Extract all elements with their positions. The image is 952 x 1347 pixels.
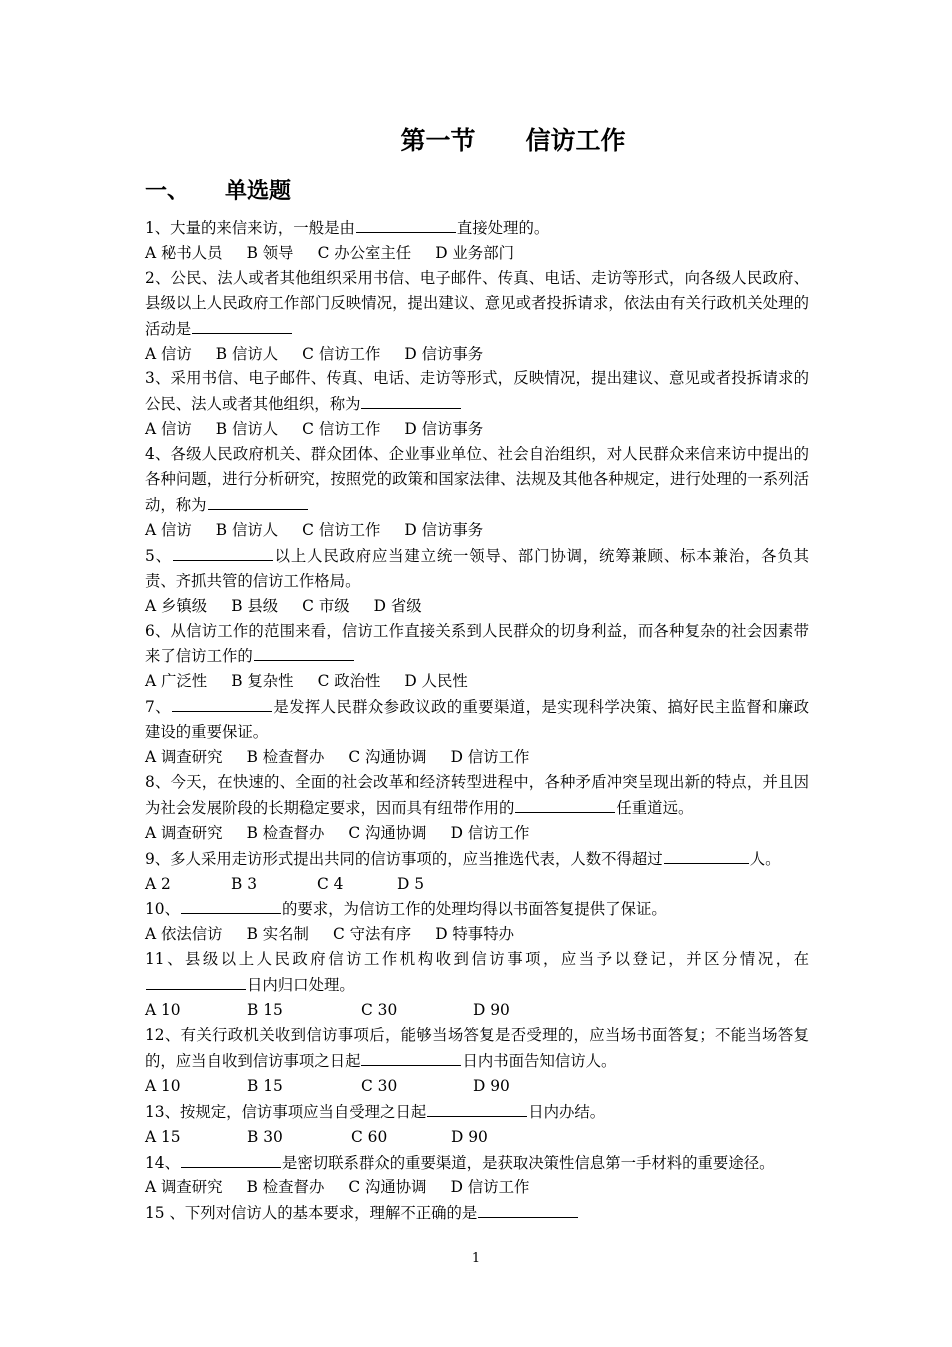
options-row <box>145 669 809 694</box>
options-row <box>145 417 809 442</box>
option-b: B 15 <box>247 1001 283 1020</box>
question-text: 日内归口处理。 <box>247 976 355 995</box>
question-text: 日内书面告知信访人。 <box>462 1051 617 1070</box>
question-text: 6、从信访工作的范围来看，信访工作直接关系到人民群众的切身利益，而各种复杂的社会因素带来了信访工作的 <box>145 621 809 666</box>
option-c: C 30 <box>361 1076 398 1095</box>
question-1 <box>145 215 809 241</box>
option-d: D 90 <box>473 1076 510 1095</box>
option-b: B 领导 <box>246 243 294 262</box>
question-text: 直接处理的。 <box>456 219 550 237</box>
question-text: 以上人民政府应当建立统一领导、部门协调，统筹兼顾、标本兼治，各负其责、齐抓共管的信访工作格局。 <box>145 546 809 590</box>
question-text: 11、县级以上人民政府信访工作机构收到信访事项，应当予以登记，并区分情况，在 <box>145 950 809 969</box>
question-text: 12、有关行政机关收到信访事项后，能够当场答复是否受理的，应当场书面答复；不能当场答复的，应当自收到信访事项之日起 <box>145 1026 809 1070</box>
option-d: D 信访事务 <box>404 344 484 363</box>
options-row <box>145 745 809 770</box>
option-d: D 特事特办 <box>435 925 514 944</box>
question-14 <box>145 1150 809 1176</box>
option-b: B 信访人 <box>215 344 279 363</box>
option-a: A 15 <box>145 1127 181 1146</box>
options-row <box>145 518 809 543</box>
option-c: C 沟通协调 <box>348 1178 427 1197</box>
options-row <box>145 342 809 367</box>
answer-blank <box>356 215 456 233</box>
option-b: B 信访人 <box>215 520 279 539</box>
option-a: A 信访 <box>145 520 192 539</box>
option-a: A 调查研究 <box>145 1178 223 1197</box>
question-text: 1、大量的来信来访，一般是由 <box>145 219 355 237</box>
option-c: C 信访工作 <box>302 520 381 539</box>
question-text: 是密切联系群众的重要渠道，是获取决策性信息第一手材料的重要途径。 <box>281 1153 775 1172</box>
option-c: C 政治性 <box>317 672 381 691</box>
question-text: 14、 <box>145 1153 180 1172</box>
options-row <box>145 594 809 619</box>
answer-blank <box>208 492 308 510</box>
section-heading <box>145 175 291 207</box>
option-a: A 信访 <box>145 344 192 363</box>
question-list <box>145 215 809 1226</box>
answer-blank <box>361 1048 461 1066</box>
question-13 <box>145 1099 809 1125</box>
option-a: A 调查研究 <box>145 748 223 767</box>
page-number: 1 <box>471 1251 481 1266</box>
option-c: C 信访工作 <box>302 420 381 439</box>
option-a: A 依法信访 <box>145 925 223 944</box>
question-text: 是发挥人民群众参政议政的重要渠道，是实现科学决策、搞好民主监督和廉政建设的重要保证。 <box>145 698 809 742</box>
option-b: B 30 <box>247 1127 283 1146</box>
option-d: D 人民性 <box>404 672 468 691</box>
question-text: 7、 <box>145 698 171 717</box>
question-text: 3、采用书信、电子邮件、传真、电话、走访等形式，反映情况，提出建议、意见或者投拆请求的公民、法人或者其他组织，称为 <box>145 369 809 414</box>
question-text: 的要求，为信访工作的处理均得以书面答复提供了保证。 <box>281 900 667 919</box>
answer-blank <box>478 1200 578 1218</box>
options-row <box>145 998 809 1023</box>
option-c: C 信访工作 <box>302 344 381 363</box>
option-b: B 15 <box>247 1076 283 1095</box>
section-label: 单选题 <box>225 178 292 204</box>
options-row <box>145 1074 809 1099</box>
option-c: C 4 <box>317 874 344 893</box>
option-c: C 沟通协调 <box>348 823 427 842</box>
answer-blank <box>192 316 292 334</box>
question-text: 8、今天，在快速的、全面的社会改革和经济转型进程中，各种矛盾冲突呈现出新的特点，并且因为社会发展阶段的长期稳定要求，因而具有纽带作用的 <box>145 772 809 817</box>
question-10 <box>145 896 809 922</box>
answer-blank <box>254 643 354 661</box>
answer-blank <box>173 543 273 561</box>
option-d: D 信访工作 <box>450 1178 530 1197</box>
option-d: D 信访工作 <box>450 823 530 842</box>
answer-blank <box>515 795 615 813</box>
option-b: B 复杂性 <box>231 672 294 691</box>
option-a: A 10 <box>145 1076 181 1095</box>
answer-blank <box>181 896 281 914</box>
answer-blank <box>427 1099 527 1117</box>
answer-blank <box>664 846 749 864</box>
question-4 <box>145 442 809 518</box>
answer-blank <box>172 694 272 712</box>
option-b: B 3 <box>231 874 257 893</box>
title-part-2: 信访工作 <box>525 126 626 155</box>
question-text: 日内办结。 <box>528 1102 606 1121</box>
options-row <box>145 1175 809 1200</box>
option-a: A 乡镇级 <box>145 596 208 615</box>
question-15 <box>145 1200 809 1226</box>
options-row <box>145 241 809 266</box>
question-9 <box>145 846 809 872</box>
question-3 <box>145 366 809 417</box>
question-11 <box>145 947 809 998</box>
title-part-1: 第一节 <box>400 126 476 155</box>
page-title <box>0 124 952 158</box>
options-row <box>145 922 809 947</box>
options-row <box>145 821 809 846</box>
option-c: C 办公室主任 <box>317 243 412 262</box>
option-b: B 检查督办 <box>246 748 325 767</box>
option-d: D 信访工作 <box>450 748 530 767</box>
option-a: A 广泛性 <box>145 672 208 691</box>
question-12 <box>145 1023 809 1074</box>
option-a: A 10 <box>145 1001 181 1020</box>
question-2 <box>145 266 809 342</box>
option-b: B 检查督办 <box>246 823 325 842</box>
question-text: 任重道远。 <box>616 798 694 817</box>
option-b: B 检查督办 <box>246 1178 325 1197</box>
option-a: A 调查研究 <box>145 823 223 842</box>
option-d: D 业务部门 <box>435 243 514 262</box>
question-8 <box>145 770 809 821</box>
question-5 <box>145 543 809 594</box>
option-a: A 信访 <box>145 420 192 439</box>
option-c: C 守法有序 <box>332 925 412 944</box>
question-text: 15 、下列对信访人的基本要求，理解不正确的是 <box>145 1204 478 1223</box>
options-row <box>145 1125 809 1150</box>
question-text: 2、公民、法人或者其他组织采用书信、电子邮件、传真、电话、走访等形式，向各级人民政府、县级以上人民政府工作部门反映情况，提出建议、意见或者投拆请求，依法由有关行政机关处理的活动是 <box>145 268 809 338</box>
option-b: B 实名制 <box>246 925 309 944</box>
answer-blank <box>146 972 246 990</box>
option-d: D 90 <box>473 1001 510 1020</box>
option-c: C 沟通协调 <box>348 748 427 767</box>
option-c: C 60 <box>351 1127 388 1146</box>
section-number: 一、 <box>145 178 190 204</box>
option-d: D 省级 <box>373 596 422 615</box>
option-d: D 信访事务 <box>404 520 484 539</box>
option-d: D 90 <box>451 1127 488 1146</box>
question-text: 5、 <box>145 546 172 565</box>
options-row <box>145 872 809 897</box>
option-b: B 信访人 <box>215 420 279 439</box>
question-text: 4、各级人民政府机关、群众团体、企业事业单位、社会自治组织，对人民群众来信来访中提出的各种问题，进行分析研究，按照党的政策和国家法律、法规及其他各种规定，进行处理的一系列活动，称为 <box>145 445 809 514</box>
question-7 <box>145 694 809 745</box>
option-a: A 秘书人员 <box>145 243 223 262</box>
answer-blank <box>181 1150 281 1168</box>
option-a: A 2 <box>145 874 171 893</box>
option-d: D 5 <box>397 874 425 893</box>
question-text: 9、多人采用走访形式提出共同的信访事项的，应当推选代表，人数不得超过 <box>145 849 663 868</box>
question-text: 人。 <box>749 849 781 868</box>
option-d: D 信访事务 <box>404 420 484 439</box>
question-6 <box>145 619 809 670</box>
option-c: C 30 <box>361 1001 398 1020</box>
option-c: C 市级 <box>302 596 350 615</box>
answer-blank <box>361 391 461 409</box>
question-text: 13、按规定，信访事项应当自受理之日起 <box>145 1102 427 1121</box>
option-b: B 县级 <box>231 596 279 615</box>
question-text: 10、 <box>145 900 180 919</box>
